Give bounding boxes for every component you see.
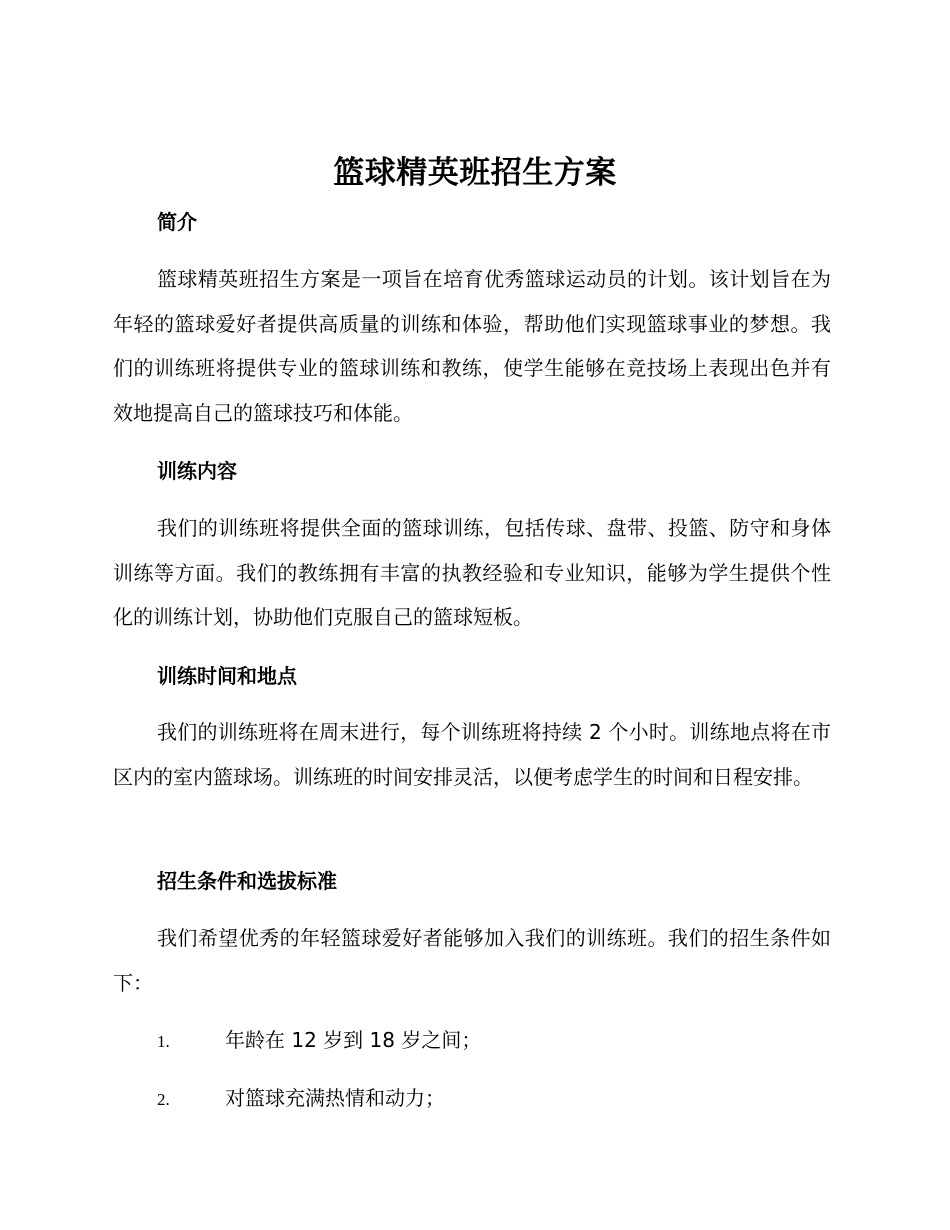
list-item-text: 年龄在 12 岁到 18 岁之间； [225, 1028, 482, 1052]
document-title: 篮球精英班招生方案 [333, 155, 617, 191]
list-item-number: 2. [157, 1090, 170, 1109]
section-heading-intro: 简介 [157, 210, 197, 234]
section-paragraph-time-location: 我们的训练班将在周末进行，每个训练班将持续 2 个小时。训练地点将在市区内的室内篮球场。训练班的时间安排灵活，以便考虑学生的时间和日程安排。 [113, 720, 831, 789]
section-paragraph-intro: 篮球精英班招生方案是一项旨在培育优秀篮球运动员的计划。该计划旨在为年轻的篮球爱好者提供高质量的训练和体验，帮助他们实现篮球事业的梦想。我们的训练班将提供专业的篮球训练和教练，使学生能够在竞技场上表现出色并有效地提高自己的篮球技巧和体能。 [113, 267, 831, 425]
list-item-number: 1. [157, 1032, 170, 1051]
list-item-text: 对篮球充满热情和动力； [225, 1086, 445, 1110]
section-heading-training-content: 训练内容 [157, 459, 237, 483]
section-heading-enrollment: 招生条件和选拔标准 [157, 869, 337, 893]
section-paragraph-training-content: 我们的训练班将提供全面的篮球训练，包括传球、盘带、投篮、防守和身体训练等方面。我们的教练拥有丰富的执教经验和专业知识，能够为学生提供个性化的训练计划，协助他们克服自己的篮球短板。 [113, 516, 831, 629]
section-paragraph-enrollment: 我们希望优秀的年轻篮球爱好者能够加入我们的训练班。我们的招生条件如下： [113, 926, 831, 995]
section-heading-time-location: 训练时间和地点 [157, 664, 297, 688]
